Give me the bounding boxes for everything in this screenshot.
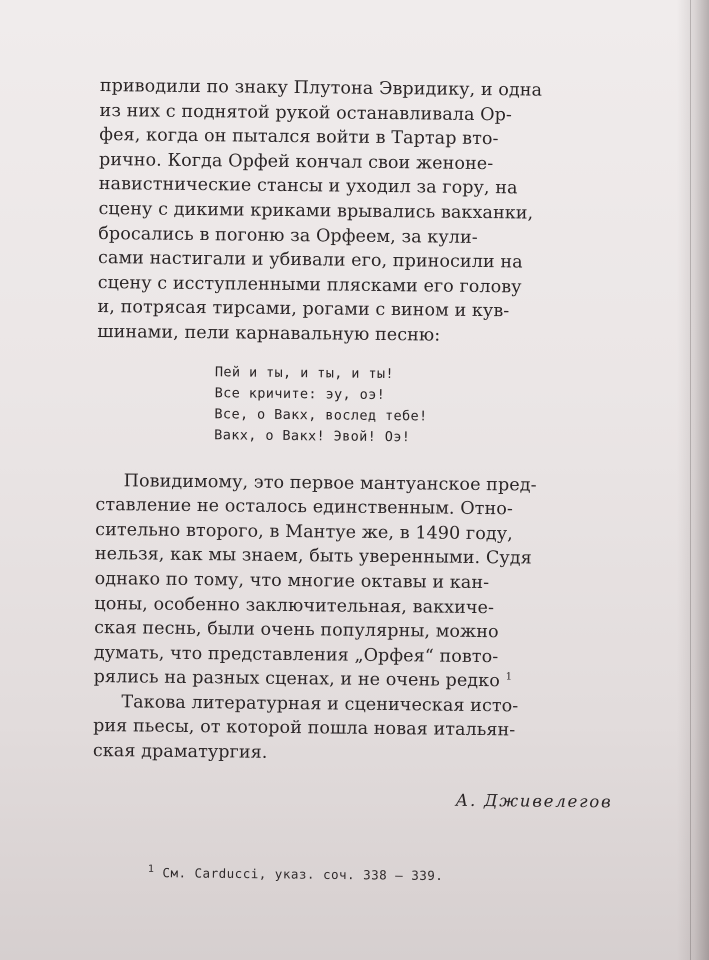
text-line: ская песнь, были очень популярны, можно	[94, 618, 499, 643]
text-line: думать, что представления „Орфея“ повто-	[93, 642, 499, 667]
footnote-reference: 1	[505, 671, 513, 683]
text-line: фея, когда он пытался войти в Тартар вто-	[99, 125, 499, 150]
text-line: ская драматургия.	[92, 741, 268, 763]
paragraph-1	[97, 74, 622, 350]
verse-line: Вакх, о Вакх! Эвой! Оэ!	[214, 426, 411, 445]
text-line: из них с поднятой рукой останавливала Ор-	[99, 100, 513, 125]
text-line: и, потрясая тирсами, рогами с вином и кув-	[97, 297, 510, 322]
footnote-marker: 1	[147, 863, 155, 875]
text-line: навистнические стансы и уходил за гору, на	[98, 174, 518, 199]
verse-block	[214, 362, 619, 450]
text-line: цоны, особенно заключительная, вакхиче-	[94, 593, 495, 618]
footnote	[148, 865, 444, 883]
text-line: рично. Когда Орфей кончал свои женоне-	[98, 149, 494, 174]
verse-line: Все, о Вакх, вослед тебе!	[214, 405, 428, 424]
text-line: рялись на разных сценах, и не очень редко	[93, 667, 500, 692]
author-signature: А. Дживелегов	[455, 790, 613, 812]
verse-line: Пей и ты, и ты, и ты!	[214, 363, 395, 382]
text-line: сцену с исступленными плясками его голову	[97, 272, 522, 298]
paragraph-3	[93, 690, 616, 769]
text-line: бросались в погоню за Орфеем, за кули-	[98, 223, 478, 248]
text-line: сами настигали и убивали его, приносили на	[97, 248, 523, 273]
text-line: Повидимому, это первое мантуанское пред-	[123, 470, 537, 496]
text-line: нельзя, как мы знаем, быть уверенными. Судя	[94, 544, 532, 569]
text-line: однако по тому, что многие октавы и кан-	[94, 568, 490, 594]
text-line: шинами, пели карнавальную песню:	[97, 321, 441, 346]
text-line: сительно второго, в Мантуе же, в 1490 году,	[95, 519, 513, 545]
page-edge-line	[690, 0, 691, 960]
text-line: приводили по знаку Плутона Эвридику, и одна	[99, 75, 543, 101]
footnote-text: Cм. Carducci, указ. соч. 338 – 339.	[162, 865, 444, 884]
paragraph-2	[94, 469, 618, 696]
text-line: Такова литературная и сценическая исто-	[121, 692, 519, 717]
text-line: рия пьесы, от которой пошла новая итальян-	[93, 716, 516, 741]
text-line: ставление не осталось единственным. Отно-	[95, 495, 514, 520]
verse-line: Все кричите: эу, оэ!	[214, 384, 386, 403]
page-edge-shadow	[677, 0, 709, 960]
main-text-block	[92, 74, 622, 815]
text-line: сцену с дикими криками врывались вакханки,	[98, 198, 534, 224]
